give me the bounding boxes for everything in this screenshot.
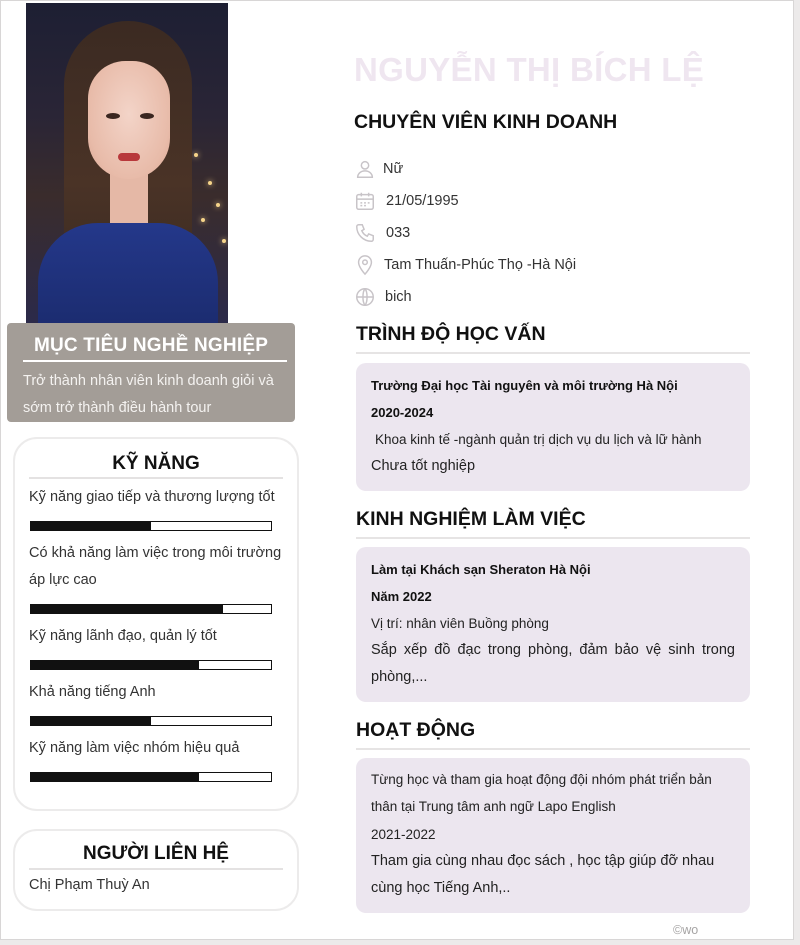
skill-bar-fill <box>31 605 223 613</box>
globe-icon <box>354 286 376 308</box>
school-name: Trường Đại học Tài nguyên và môi trường Hà Nội <box>371 378 678 393</box>
skill-bar <box>30 772 272 782</box>
activities-period: 2021-2022 <box>371 827 436 842</box>
education-divider <box>356 352 750 354</box>
activities-heading: HOẠT ĐỘNG <box>356 719 476 741</box>
calendar-icon <box>354 190 376 212</box>
skill-bar <box>30 604 272 614</box>
info-address <box>354 254 604 280</box>
candidate-name: NGUYỄN THỊ BÍCH LỆ <box>354 51 705 88</box>
career-objective-section <box>7 323 295 422</box>
activities-description: Từng học và tham gia hoạt động đội nhóm phát triển bản thân tại Trung tâm anh ngữ Lapo English <box>371 772 712 814</box>
experience-box <box>356 547 750 702</box>
experience-year: Năm 2022 <box>371 589 432 604</box>
skill-label: Có khả năng làm việc trong môi trường áp lực cao <box>29 545 282 588</box>
skill-bar <box>30 521 272 531</box>
skill-bar-fill <box>31 661 199 669</box>
experience-divider <box>356 537 750 539</box>
skill-label: Kỹ năng lãnh đạo, quản lý tốt <box>29 628 217 644</box>
profile-photo <box>26 3 228 325</box>
phone-icon <box>354 222 376 244</box>
objective-text: Trở thành nhân viên kinh doanh giỏi và sớm trở thành điều hành tour <box>23 373 274 416</box>
info-gender <box>354 158 604 184</box>
address-text: Tam Thuấn-Phúc Thọ -Hà Nội <box>384 257 577 273</box>
experience-description: Sắp xếp đồ đạc trong phòng, đảm bảo vệ sinh trong phòng,... <box>371 642 735 685</box>
activities-detail: Tham gia cùng nhau đọc sách , học tập giúp đỡ nhau cùng học Tiếng Anh,.. <box>371 853 715 896</box>
contact-heading: NGƯỜI LIÊN HỆ <box>83 843 229 864</box>
reference-contact-section <box>13 829 299 911</box>
objective-divider <box>23 360 287 362</box>
education-heading: TRÌNH ĐỘ HỌC VẤN <box>356 323 546 345</box>
location-pin-icon <box>354 254 376 276</box>
info-birthdate <box>354 190 604 216</box>
experience-heading: KINH NGHIỆM LÀM VIỆC <box>356 508 586 530</box>
info-website <box>354 286 604 312</box>
education-period: 2020-2024 <box>371 405 434 420</box>
education-section-heading <box>356 323 750 346</box>
skills-divider <box>29 477 283 479</box>
info-phone <box>354 222 604 248</box>
skill-bar-fill <box>31 717 151 725</box>
skill-bar <box>30 660 272 670</box>
watermark: ©wo <box>673 923 699 937</box>
gender-text: Nữ <box>383 161 404 177</box>
skill-label: Khả năng tiếng Anh <box>29 684 156 700</box>
activities-divider <box>356 748 750 750</box>
skill-label: Kỹ năng giao tiếp và thương lượng tốt <box>29 489 275 505</box>
skill-bar-fill <box>31 773 199 781</box>
skills-section <box>13 437 299 811</box>
education-status: Chưa tốt nghiệp <box>371 458 476 474</box>
job-title: CHUYÊN VIÊN KINH DOANH <box>354 111 618 133</box>
phone-text: 033 <box>386 225 411 241</box>
objective-heading: MỤC TIÊU NGHỀ NGHIỆP <box>33 335 269 356</box>
education-major: Khoa kinh tế -ngành quản trị dịch vụ du lịch và lữ hành <box>375 432 702 447</box>
education-box <box>356 363 750 491</box>
person-icon <box>354 158 376 180</box>
skill-label: Kỹ năng làm việc nhóm hiệu quả <box>29 740 240 756</box>
birthdate-text: 21/05/1995 <box>386 193 459 209</box>
skill-bar-fill <box>31 522 151 530</box>
contact-person: Chị Phạm Thuỳ An <box>29 877 150 893</box>
experience-position: Vị trí: nhân viên Buồng phòng <box>371 616 549 631</box>
contact-divider <box>29 868 283 870</box>
skills-heading: KỸ NĂNG <box>112 453 200 474</box>
experience-section-heading <box>356 508 750 531</box>
website-text: bich <box>385 289 412 305</box>
experience-company: Làm tại Khách sạn Sheraton Hà Nội <box>371 562 591 577</box>
skill-bar <box>30 716 272 726</box>
activities-box <box>356 758 750 913</box>
activities-section-heading <box>356 719 750 742</box>
